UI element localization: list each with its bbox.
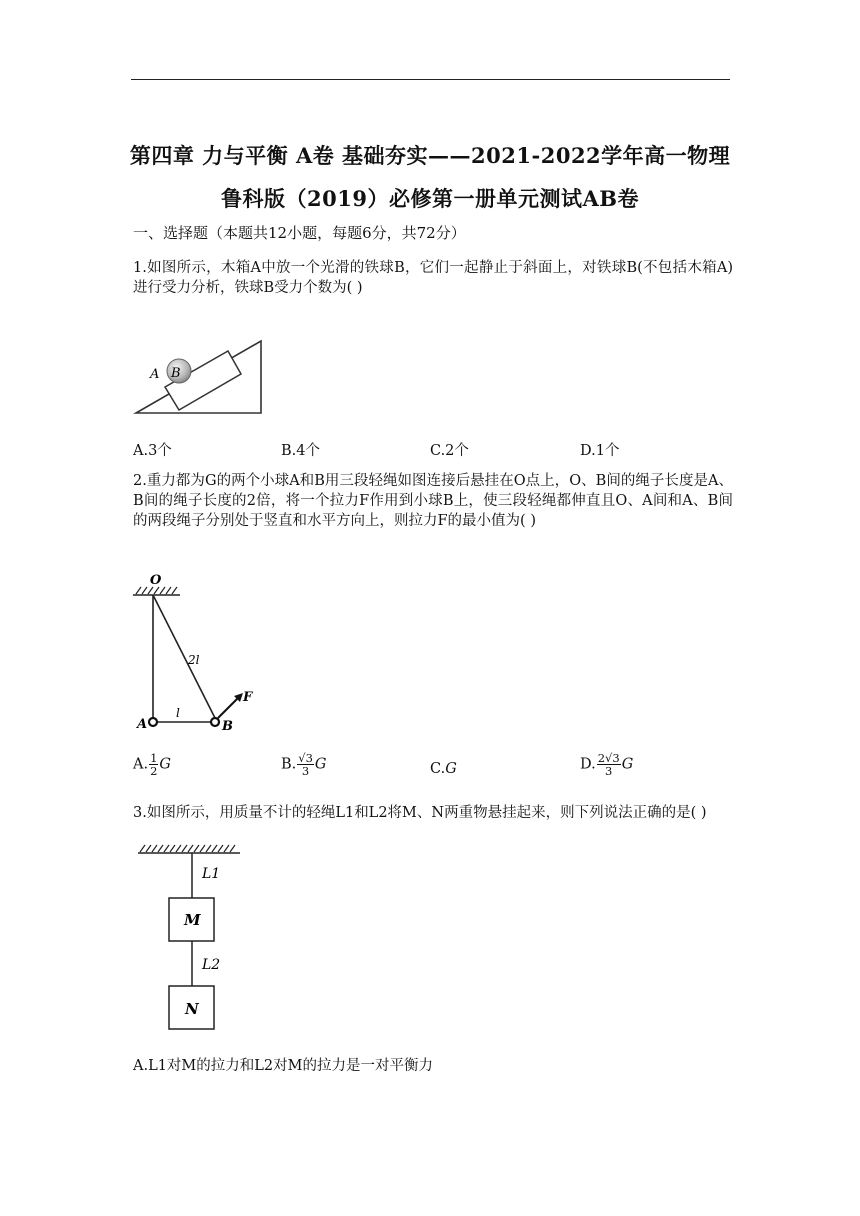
label-a: A: [137, 717, 148, 732]
label-b: B: [222, 719, 233, 734]
ball-a: [149, 718, 157, 726]
label-2l: 2l: [188, 653, 200, 667]
rope-ob: [153, 595, 215, 718]
label-l2: L2: [202, 957, 221, 973]
question-1-option-c: C.2个: [430, 443, 469, 459]
question-1-option-b: B.4个: [281, 443, 320, 459]
question-2-option-b: B. $\frac{√3}{3}$ G: [281, 751, 327, 778]
ball-b: [211, 718, 219, 726]
question-2-option-d: D. $\frac{2√3}{3}$ G: [580, 751, 634, 778]
label-a: A: [150, 367, 160, 382]
label-b: B: [171, 366, 181, 381]
question-1-option-d: D.1个: [580, 443, 620, 459]
question-2-text: 2.重力都为G的两个小球A和B用三段轻绳如图连接后悬挂在O点上，O、B间的绳子长度是A、B间的绳子长度的2倍，将一个拉力F作用到小球B上，使三段轻绳都伸直且O、A间和A、B间的两段绳子分别处于竖直和水平方向上，则拉力F的最小值为( ): [133, 473, 733, 529]
question-1-text: 1.如图所示，木箱A中放一个光滑的铁球B，它们一起静止于斜面上，对铁球B(不包括木箱A)进行受力分析，铁球B受力个数为( ): [133, 260, 733, 296]
ceiling-hatch: [140, 845, 235, 852]
question-3-text: 3.如图所示，用质量不计的轻绳L1和L2将M、N两重物悬挂起来，则下列说法正确的是( ): [133, 805, 707, 821]
question-2-option-a: A. $\frac{1}{2}$ G: [133, 751, 172, 778]
label-f: F: [243, 690, 253, 705]
question-2-figure: [130, 572, 265, 740]
question-3-option-a: A.L1对M的拉力和L2对M的拉力是一对平衡力: [133, 1058, 433, 1074]
ceiling-hatch: [136, 587, 177, 594]
label-o: O: [150, 573, 162, 588]
question-2-option-c: C.G: [430, 761, 457, 777]
header-rule: [131, 79, 730, 80]
question-1-figure: [130, 330, 265, 416]
label-l: l: [176, 706, 180, 720]
section-header: 一、选择题（本题共12小题，每题6分，共72分）: [133, 224, 466, 242]
question-3-figure: [130, 838, 260, 1038]
label-l1: L1: [202, 866, 221, 882]
label-n: N: [185, 1000, 199, 1018]
document-title-line-1: 第四章 力与平衡 A卷 基础夯实——2021-2022学年高一物理: [129, 143, 731, 168]
label-m: M: [184, 911, 201, 929]
question-1-option-a: A.3个: [133, 443, 172, 459]
document-title-line-2: 鲁科版（2019）必修第一册单元测试AB卷: [221, 186, 639, 211]
